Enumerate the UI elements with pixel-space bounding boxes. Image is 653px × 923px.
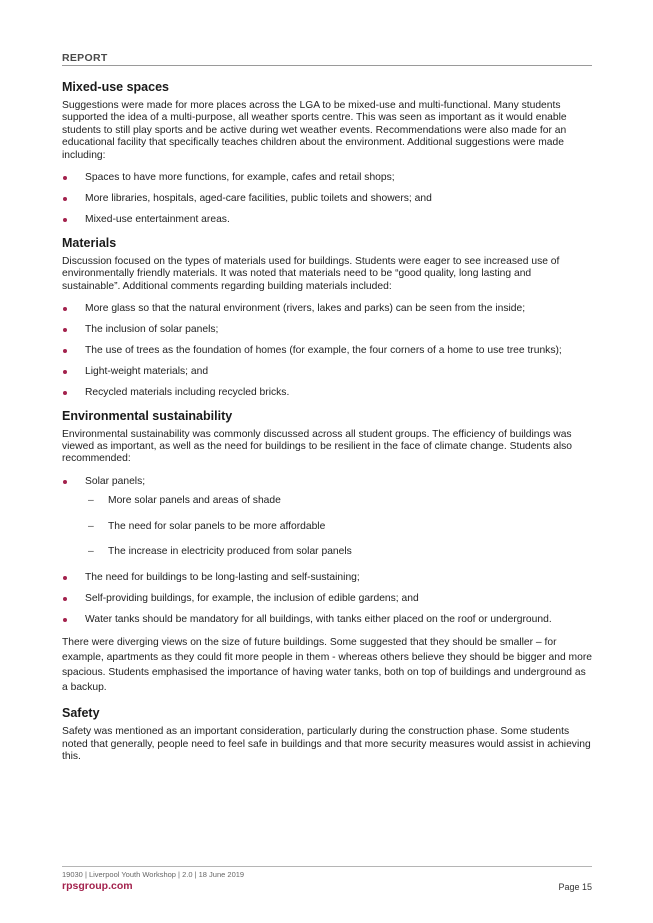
bullet-icon (63, 349, 67, 353)
header-label: REPORT (62, 52, 108, 64)
sub-list (85, 495, 592, 559)
bullet-list (62, 303, 592, 399)
bullet-icon (63, 176, 67, 180)
sub-list-item: – The need for solar panels to be more affordable (88, 520, 326, 532)
bullet-list (62, 476, 592, 626)
dash-icon: – (88, 495, 94, 507)
bullet-icon (63, 597, 67, 601)
bullet-icon (63, 307, 67, 311)
list-item: Water tanks should be mandatory for all buildings, with tanks either placed on the roof or underground. (62, 614, 592, 626)
footer-website-link[interactable]: rpsgroup.com (62, 880, 133, 892)
page-number: Page 15 (558, 882, 592, 892)
section-mixed-use (62, 79, 592, 226)
bullet-icon (63, 480, 67, 484)
list-item: Recycled materials including recycled bricks. (62, 387, 592, 399)
header-divider (62, 65, 592, 66)
section-materials (62, 235, 592, 399)
list-item: Mixed-use entertainment areas. (62, 214, 592, 226)
list-item: The need for buildings to be long-lasting and self-sustaining; (62, 572, 592, 584)
bullet-icon (63, 391, 67, 395)
list-item: Solar panels; – More solar panels and areas of shade – The need for solar panels to be more affordable – The increase in electricity produced from solar panels (62, 476, 592, 559)
sub-list-item: – The increase in electricity produced from solar panels (88, 546, 352, 558)
section-title: Environmental sustainability (62, 408, 233, 423)
section-closing: There were diverging views on the size of future buildings. Some suggested that they should be smaller – for example, apartments as they could fit more people in them - whereas others believe they should be bigger and more spacious. Students emphasised the importance of having water tanks, both on top of buildings and underground as a backup. (62, 636, 593, 694)
list-item: The inclusion of solar panels; (62, 324, 592, 336)
section-title: Mixed-use spaces (62, 80, 169, 94)
page-content (62, 79, 592, 774)
bullet-list (62, 172, 592, 226)
list-item: More libraries, hospitals, aged-care facilities, public toilets and showers; and (62, 193, 592, 205)
bullet-icon (63, 370, 67, 374)
list-item: Self-providing buildings, for example, the inclusion of edible gardens; and (62, 593, 592, 605)
section-body: Safety was mentioned as an important consideration, particularly during the construction phase. Some students noted that generally, people need to feel safe in buildings and that more security measures would assist in achieving this. (62, 726, 591, 763)
dash-icon: – (88, 520, 94, 532)
footer-divider (62, 866, 592, 867)
section-intro: Suggestions were made for more places across the LGA to be mixed-use and multi-functional. Many students supported the idea of a multi-purpose, all weather sports centre. This was seen as important as it would enable students to still play sports and be active during wet weather events. Recommendations were also made for an educational facility that specifically teaches children about the environment. Additional suggestions were made including: (62, 100, 567, 161)
list-item: The use of trees as the foundation of homes (for example, the four corners of a home to use tree trunks); (62, 345, 592, 357)
list-item: Spaces to have more functions, for example, cafes and retail shops; (62, 172, 592, 184)
bullet-icon (63, 328, 67, 332)
section-intro: Environmental sustainability was commonly discussed across all student groups. The efficiency of buildings was viewed as important, as well as the need for buildings to be resilient in the face of climate change. Students also recommended: (62, 428, 572, 465)
section-title: Safety (62, 706, 100, 721)
bullet-icon (63, 218, 67, 222)
sub-list-item: – More solar panels and areas of shade (88, 495, 281, 507)
list-item: Light-weight materials; and (62, 366, 592, 378)
section-intro: Discussion focused on the types of materials used for buildings. Students were eager to see increased use of environmentally friendly materials. It was noted that materials need to be “good quality, long lasting and sustainable”. Additional comments regarding building materials included: (62, 255, 560, 292)
footer-document-info: 19030 | Liverpool Youth Workshop | 2.0 | 18 June 2019 (62, 870, 245, 879)
list-item: More glass so that the natural environment (rivers, lakes and parks) can be seen from the inside; (62, 303, 592, 315)
section-title: Materials (62, 235, 117, 250)
bullet-icon (63, 576, 67, 580)
bullet-icon (63, 618, 67, 622)
section-safety (62, 705, 592, 763)
dash-icon: – (88, 546, 94, 558)
section-environmental-sustainability (62, 408, 592, 696)
bullet-icon (63, 197, 67, 201)
